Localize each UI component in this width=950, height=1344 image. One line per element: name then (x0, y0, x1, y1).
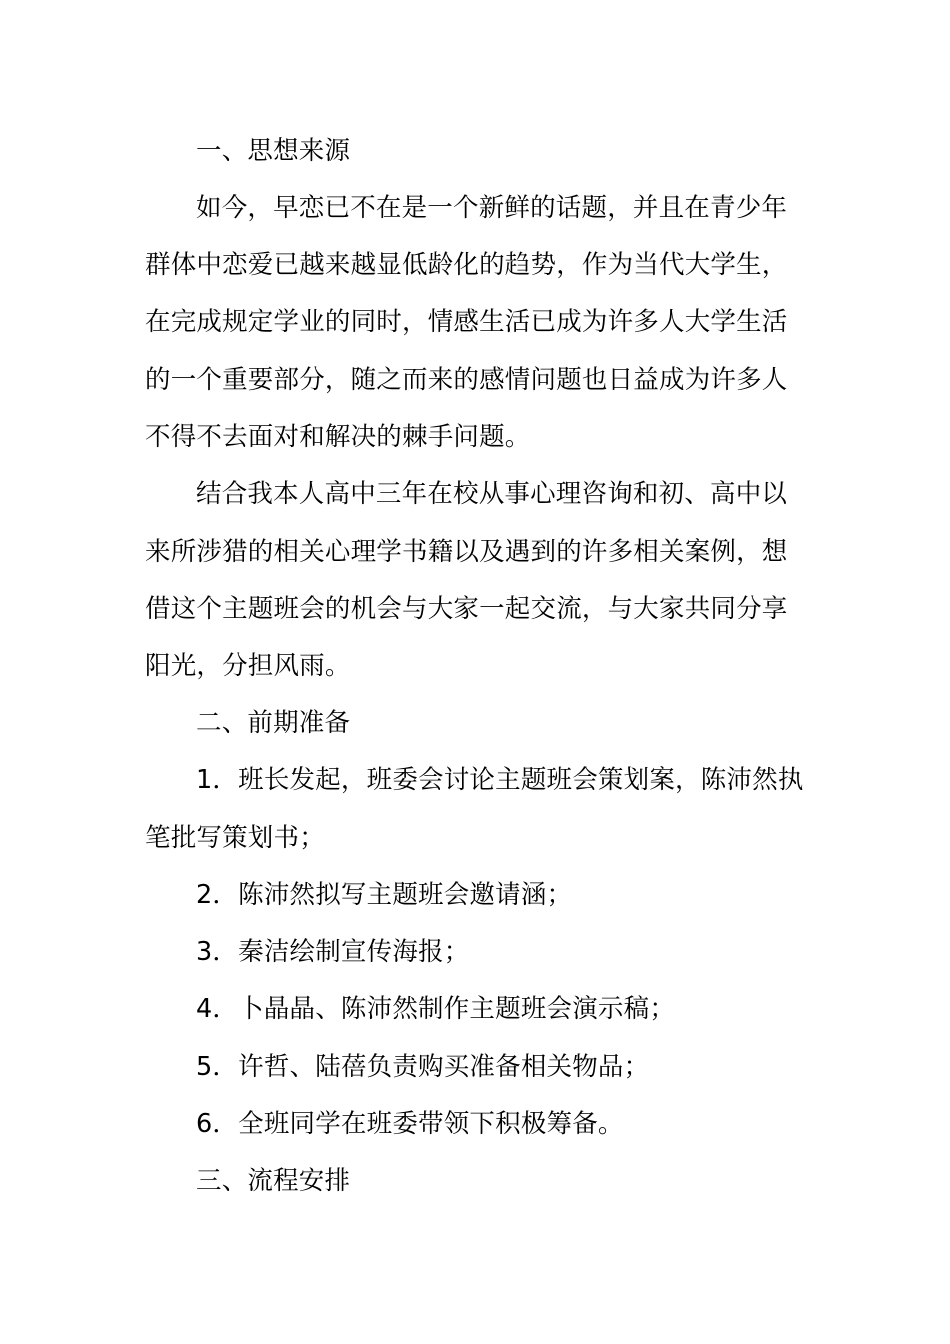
paragraph-line: 的一个重要部分，随之而来的感情问题也日益成为许多人 (145, 365, 788, 395)
paragraph-line: 来所涉猎的相关心理学书籍以及遇到的许多相关案例，想 (145, 537, 788, 567)
section-heading-3: 三、流程安排 (196, 1166, 351, 1196)
section-heading-2: 二、前期准备 (196, 708, 351, 738)
paragraph-line: 阳光，分担风雨。 (145, 651, 351, 681)
list-item-3: 3．秦洁绘制宣传海报； (196, 937, 470, 967)
list-item-6: 6．全班同学在班委带领下积极筹备。 (196, 1109, 624, 1139)
paragraph-line: 不得不去面对和解决的棘手问题。 (145, 422, 531, 452)
paragraph-line: 群体中恋爱已越来越显低龄化的趋势，作为当代大学生， (145, 250, 788, 280)
paragraph-line: 在完成规定学业的同时，情感生活已成为许多人大学生活 (145, 307, 788, 337)
list-item-1: 1．班长发起，班委会讨论主题班会策划案，陈沛然执 (196, 765, 804, 795)
list-item-4: 4．卜晶晶、陈沛然制作主题班会演示稿； (196, 994, 676, 1024)
paragraph-line: 借这个主题班会的机会与大家一起交流，与大家共同分享 (145, 594, 788, 624)
section-heading-1: 一、思想来源 (196, 136, 351, 166)
list-item-2: 2．陈沛然拟写主题班会邀请涵； (196, 880, 573, 910)
paragraph-line: 结合我本人高中三年在校从事心理咨询和初、高中以 (196, 479, 788, 509)
list-item-5: 5．许哲、陆蓓负责购买准备相关物品； (196, 1052, 650, 1082)
list-item-1-continued: 笔批写策划书； (145, 823, 325, 853)
paragraph-line: 如今，早恋已不在是一个新鲜的话题，并且在青少年 (196, 193, 788, 223)
